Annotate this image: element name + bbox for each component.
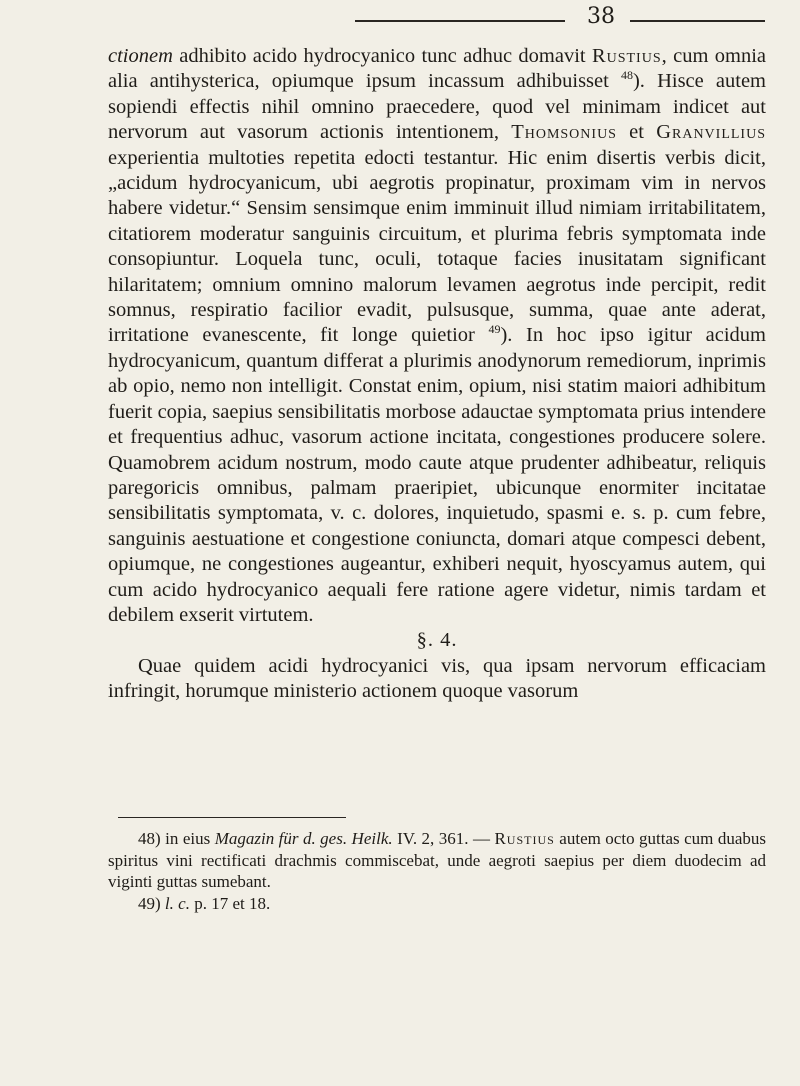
author-granvillius: Granvillius: [656, 121, 766, 144]
word-ctionem: ctionem: [108, 45, 173, 67]
footnote-number: 48): [138, 829, 161, 848]
text-run: ). Hisce autem sopiendi effectis nihil omnino praecedere, quod vel minimam indicet aut nervorum aut vasorum actionis intentionem,: [108, 70, 766, 144]
footnote-rule: [118, 817, 346, 818]
author-rustius: Rustius: [591, 45, 662, 67]
journal-title: Magazin für d. ges. Heilk.: [214, 829, 393, 848]
header-rule-left: [355, 20, 565, 22]
text-run: p. 17 et 18.: [189, 893, 271, 913]
paragraph-1: [108, 44, 766, 628]
header-rule-right: [630, 20, 765, 22]
text-run: IV. 2, 361. —: [392, 829, 495, 848]
author-thomsonius: Thomsonius: [511, 121, 617, 144]
section-heading: §. 4.: [416, 629, 458, 652]
footnote-ref-48: 48: [620, 68, 633, 83]
loc-cit: l. c.: [160, 893, 190, 913]
page-header: [0, 0, 800, 44]
text-run: et: [616, 121, 657, 144]
footnote-number: 49): [138, 893, 161, 913]
footnote-48: [108, 828, 766, 893]
paragraph-2: Quae quidem acidi hydrocyanici vis, qua ipsam nervorum efficaciam infringit, horumque ministerio actionem quoque vasorum: [108, 654, 766, 703]
author-rustius-footnote: Rustius: [494, 829, 555, 848]
footnote-ref-49: 49: [488, 322, 501, 337]
main-text: [108, 44, 766, 705]
text-run: in eius: [160, 829, 215, 848]
text-run: adhibito acido hydrocyanico tunc adhuc domavit: [172, 45, 592, 67]
footnote-49: [108, 893, 766, 915]
text-run: experientia multoties repetita edocti testantur. Hic enim disertis verbis dicit, „acidum hydrocyanicum, ubi aegrotis propinatur, proximam vim in nervos habere videtur.“ Sensim sensimque enim imminuit illud nimiam irritabilitatem, citatiorem moderatur sanguinis circuitum, et plurima febris symptomata inde consopiuntur. Loquela tunc, oculi, totaque facies inusitatam significant hilaritatem; omnium omnino malorum levamen aegrotus inde percipit, redit somnus, respiratio facilior evadit, pulsusque, summa, quae ante aderat, irritatione evanescente, fit longe quietior: [108, 146, 766, 347]
footnotes: [108, 828, 766, 914]
text-run: ). In hoc ipso igitur acidum hydrocyanicum, quantum differat a plurimis anodynorum remediorum, inprimis ab opio, nemo non intelligit. Constat enim, opium, nisi statim maiori adhibitum fuerit copia, saepius sensibilitatis morbose adauctae symptomata prius intendere et frequentius adhuc, vasorum actione incitata, congestiones producere solere. Quamobrem acidum nostrum, modo caute atque prudenter adhibeatur, reliquis paregoricis omnibus, palmam praeripiet, ubicunque enormiter incitatae sensibilitatis symptomata, v. c. dolores, inquietudo, spasmi e. s. p. cum febre, sanguinis aestuatione et congestione coniuncta, domari atque compesci debent, opiumque, ne congestiones augeantur, exhiberi nequit, hyoscyamus autem, qui cum acido hydrocyanico aequali fere ratione agere videtur, nimis tardam et debilem exserit virtutem.: [108, 324, 766, 626]
text-run: , cum omnia alia antihysterica, opiumque ipsum incassum adhibuisset: [108, 45, 766, 93]
page-number: 38: [587, 4, 615, 29]
text-run: autem octo guttas cum duabus spiritus vini rectificati drachmis commiscebat, unde aegroti saepius per diem duodecim ad viginti guttas sumebant.: [108, 829, 767, 891]
